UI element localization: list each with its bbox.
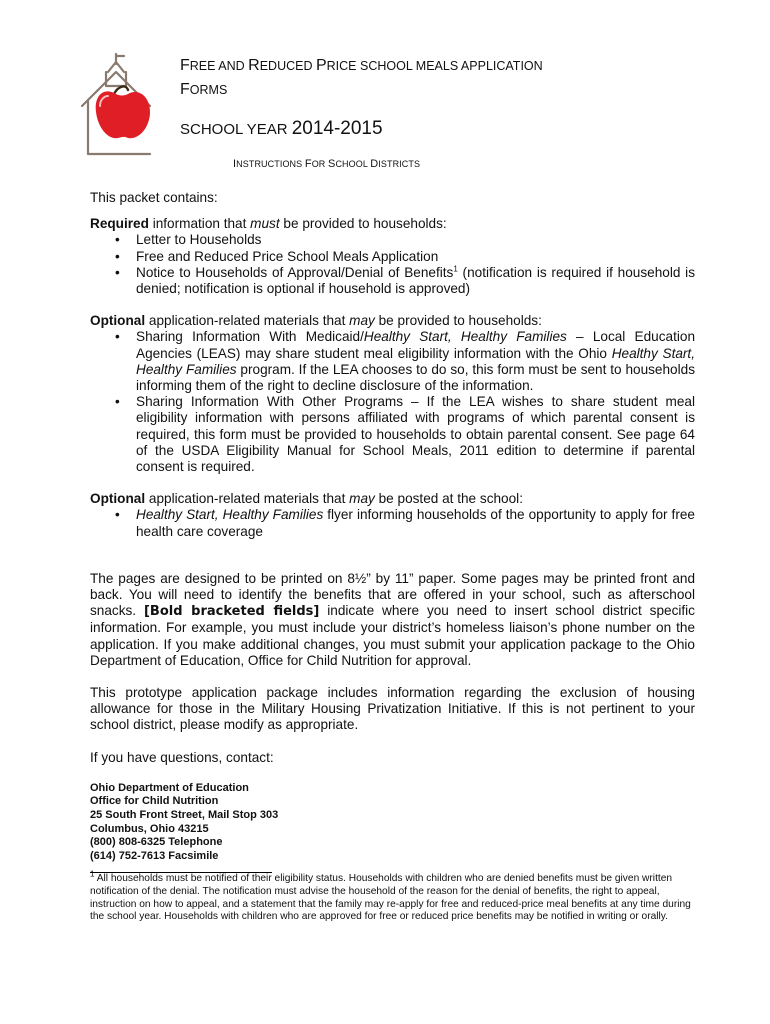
contact-intro: If you have questions, contact: bbox=[90, 749, 274, 765]
footnote-ref: 1 bbox=[453, 264, 458, 274]
optional-heading-school: Optional application-related materials that may be posted at the school: bbox=[90, 491, 523, 507]
schoolhouse-apple-logo bbox=[78, 50, 168, 162]
optional-list-school bbox=[90, 507, 695, 539]
contact-block bbox=[90, 782, 695, 864]
optional-heading-households: Optional application-related materials that may be provided to households: bbox=[90, 313, 542, 329]
list-item: • Free and Reduced Price School Meals Application bbox=[90, 249, 695, 265]
title-line-2: FORMS bbox=[180, 81, 228, 98]
required-heading: Required information that must be provided to households: bbox=[90, 216, 447, 232]
contact-line: Columbus, Ohio 43215 bbox=[90, 822, 209, 835]
document-title bbox=[180, 54, 740, 102]
optional-list-households bbox=[90, 329, 695, 475]
contact-line: 25 South Front Street, Mail Stop 303 bbox=[90, 809, 279, 822]
contact-fax: (614) 752-7613 Facsimile bbox=[90, 849, 219, 862]
printing-paragraph: The pages are designed to be printed on 8½” by 11” paper. Some pages may be printed front and back. You will need to identify the benefits that are offered in your school, such as afterschool snacks. [Bold bracketed fields] indicate where you need to insert school district specific information. For example, you must include your district’s homeless liaison’s phone number on the application. If you make additional changes, you must submit your application package to the Ohio Department of Education, Office for Child Nutrition for approval. bbox=[90, 570, 695, 668]
school-year: SCHOOL YEAR 2014-2015 bbox=[180, 118, 383, 139]
list-item: • Sharing Information With Other Programs – If the LEA wishes to share student meal eligibility information with persons affiliated with programs of which parental consent is required, this form must be provided to households to obtain parental consent. See page 64 of the USDA Eligibility Manual for School Meals, 2011 edition to determine if parental consent is required. bbox=[90, 394, 695, 475]
list-item: • Healthy Start, Healthy Families flyer informing households of the opportunity to apply for free health care coverage bbox=[90, 507, 695, 539]
document-body bbox=[90, 190, 695, 924]
contact-phone: (800) 808-6325 Telephone bbox=[90, 836, 223, 849]
contact-line: Office for Child Nutrition bbox=[90, 795, 219, 808]
list-item: • Letter to Households bbox=[90, 232, 695, 248]
required-list bbox=[90, 232, 695, 297]
contact-line: Ohio Department of Education bbox=[90, 781, 249, 794]
document-subtitle: INSTRUCTIONS FOR SCHOOL DISTRICTS bbox=[233, 158, 421, 170]
packet-intro: This packet contains: bbox=[90, 190, 218, 205]
military-housing-paragraph: This prototype application package includes information regarding the exclusion of housing allowance for those in the Military Housing Privatization Initiative. If this is not pertinent to your school district, please modify as appropriate. bbox=[90, 685, 695, 733]
list-item: • Notice to Households of Approval/Denial of Benefits$^1$ (notification is required if household is denied; notification is optional if household is approved) bbox=[90, 265, 695, 297]
footnote: $^1$ All households must be notified of their eligibility status. Households with children who are denied benefits must be given written notification of the denial. The notification must advise the household of the reason for the denial of benefits, the right to appeal, instruction on how to appeal, and a statement that the family may re-apply for free and reduced-price meal benefits at any time during the school year. Households with children who are approved for free or reduced price benefits may be notified in writing or orally. bbox=[90, 870, 691, 923]
title-line-1: FREE AND REDUCED PRICE SCHOOL MEALS APPLICATION bbox=[180, 57, 543, 74]
list-item: • Sharing Information With Medicaid/Healthy Start, Healthy Families – Local Education Agencies (LEAS) may share student meal eligibility information with the Ohio Healthy Start, Healthy Families program. If the LEA chooses to do so, this form must be sent to households informing them of the right to decline disclosure of the information. bbox=[90, 329, 695, 394]
